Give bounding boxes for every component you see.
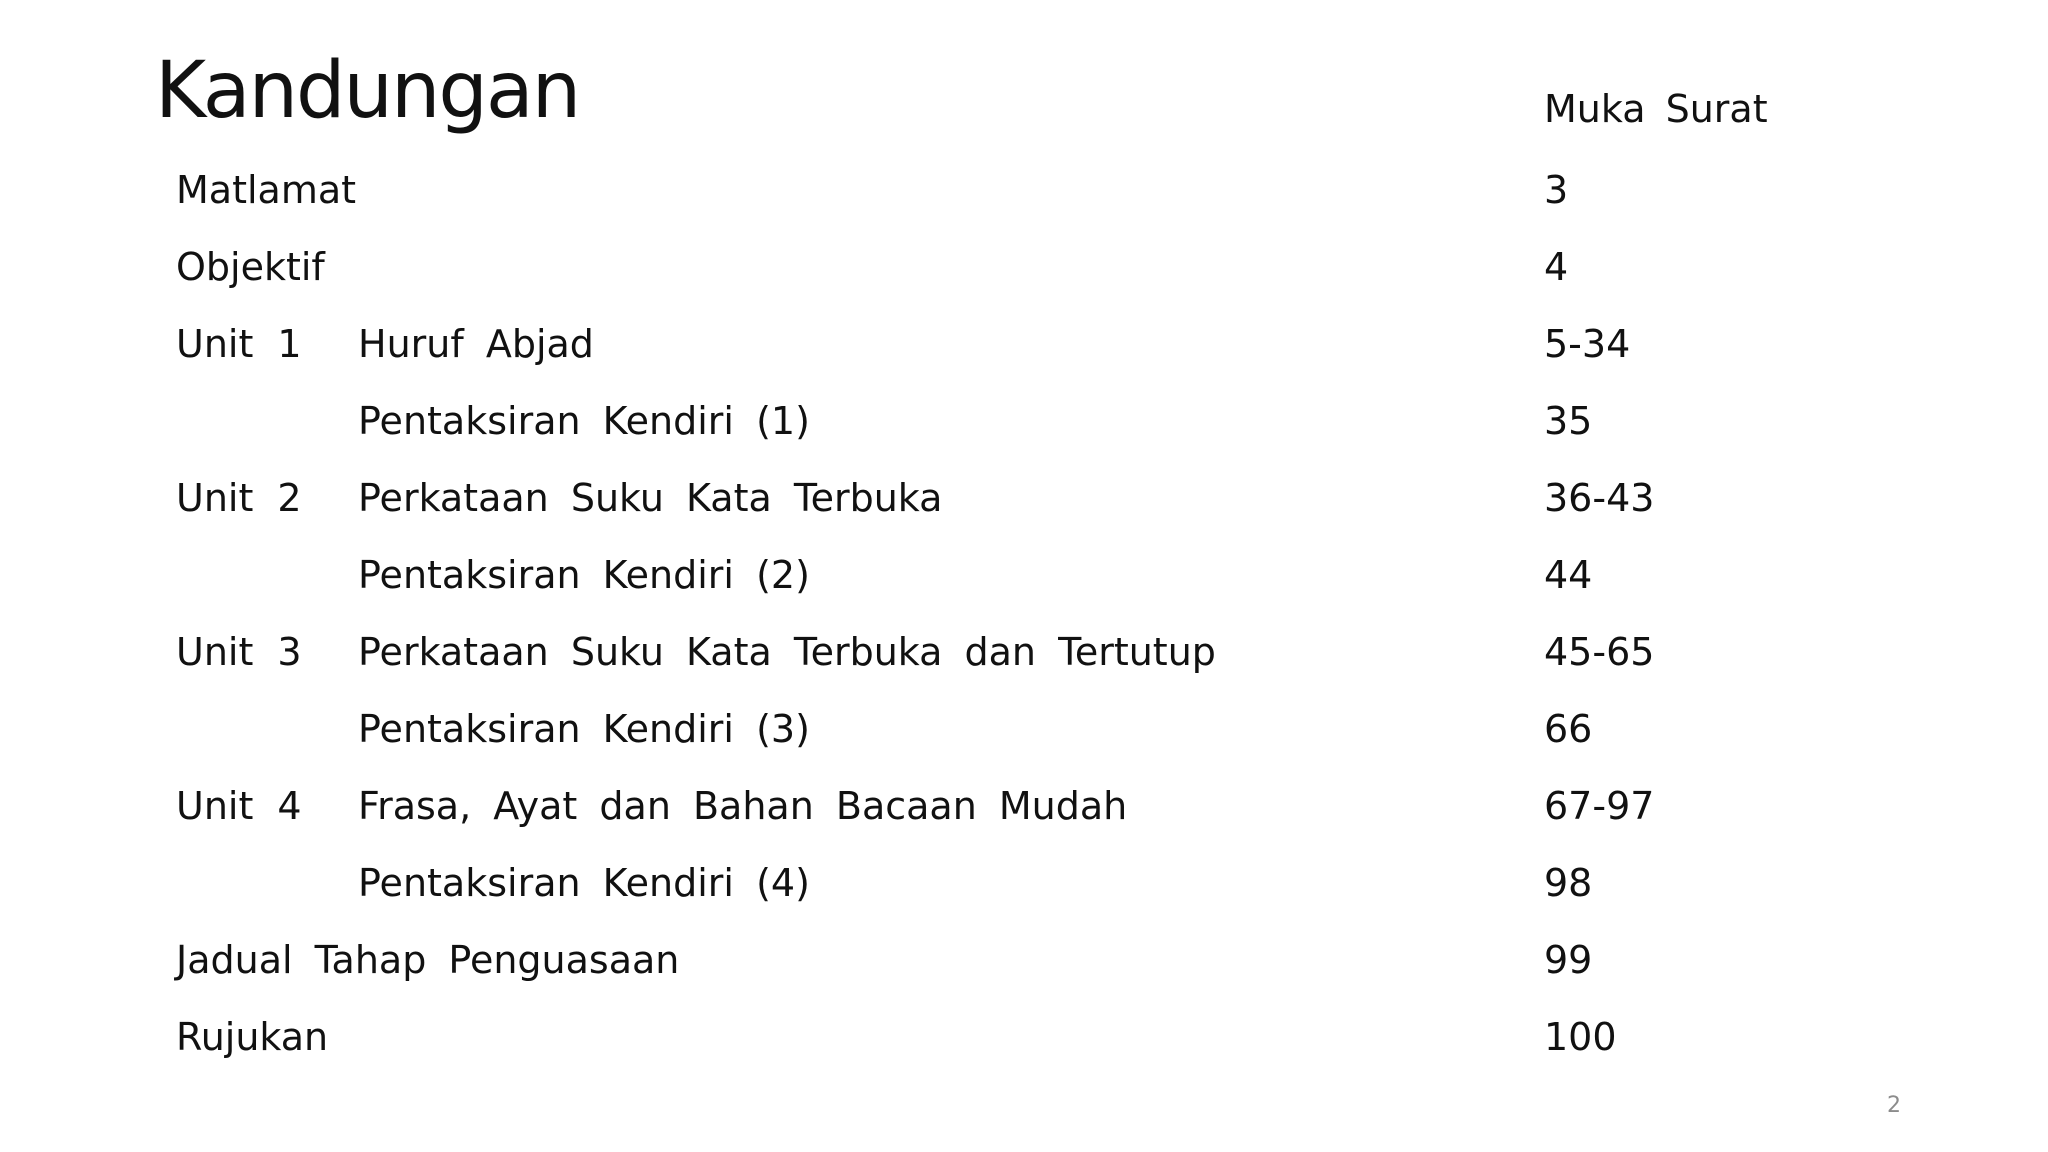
toc-label: Pentaksiran Kendiri (3) [358, 707, 810, 751]
toc-page: 4 [1544, 245, 1569, 289]
toc-page: 98 [1544, 861, 1593, 905]
toc-label: Matlamat [176, 168, 357, 212]
toc-row-unit-3 [0, 622, 2048, 682]
toc-label: Objektif [176, 245, 325, 289]
toc-unit: Unit 3 [176, 630, 302, 674]
toc-label: Pentaksiran Kendiri (1) [358, 399, 810, 443]
toc-row-unit-4 [0, 776, 2048, 836]
toc-page: 99 [1544, 938, 1593, 982]
toc-page: 3 [1544, 168, 1569, 212]
toc-page: 66 [1544, 707, 1593, 751]
toc-row-unit-1 [0, 314, 2048, 374]
toc-row-jadual [0, 930, 2048, 990]
toc-row-pentaksiran-1 [0, 391, 2048, 451]
toc-page: 100 [1544, 1015, 1617, 1059]
toc-row-matlamat [0, 160, 2048, 220]
toc-label: Jadual Tahap Penguasaan [176, 938, 680, 982]
toc-row-pentaksiran-4 [0, 853, 2048, 913]
toc-label: Frasa, Ayat dan Bahan Bacaan Mudah [358, 784, 1128, 828]
toc-label: Huruf Abjad [358, 322, 594, 366]
toc-row-unit-2 [0, 468, 2048, 528]
page-column-header: Muka Surat [1544, 87, 1768, 131]
toc-page: 35 [1544, 399, 1593, 443]
toc-label: Rujukan [176, 1015, 329, 1059]
toc-label: Pentaksiran Kendiri (4) [358, 861, 810, 905]
toc-page: 36-43 [1544, 476, 1655, 520]
toc-unit: Unit 2 [176, 476, 302, 520]
toc-label: Perkataan Suku Kata Terbuka [358, 476, 943, 520]
toc-page: 45-65 [1544, 630, 1655, 674]
toc-page: 5-34 [1544, 322, 1631, 366]
toc-label: Perkataan Suku Kata Terbuka dan Tertutup [358, 630, 1216, 674]
page-title: Kandungan [155, 46, 580, 136]
toc-page: 67-97 [1544, 784, 1655, 828]
toc-row-objektif [0, 237, 2048, 297]
toc-label: Pentaksiran Kendiri (2) [358, 553, 810, 597]
slide-number: 2 [1887, 1093, 1901, 1118]
toc-unit: Unit 4 [176, 784, 302, 828]
toc-row-pentaksiran-3 [0, 699, 2048, 759]
toc-row-rujukan [0, 1007, 2048, 1067]
toc-page: 44 [1544, 553, 1593, 597]
toc-unit: Unit 1 [176, 322, 302, 366]
toc-row-pentaksiran-2 [0, 545, 2048, 605]
